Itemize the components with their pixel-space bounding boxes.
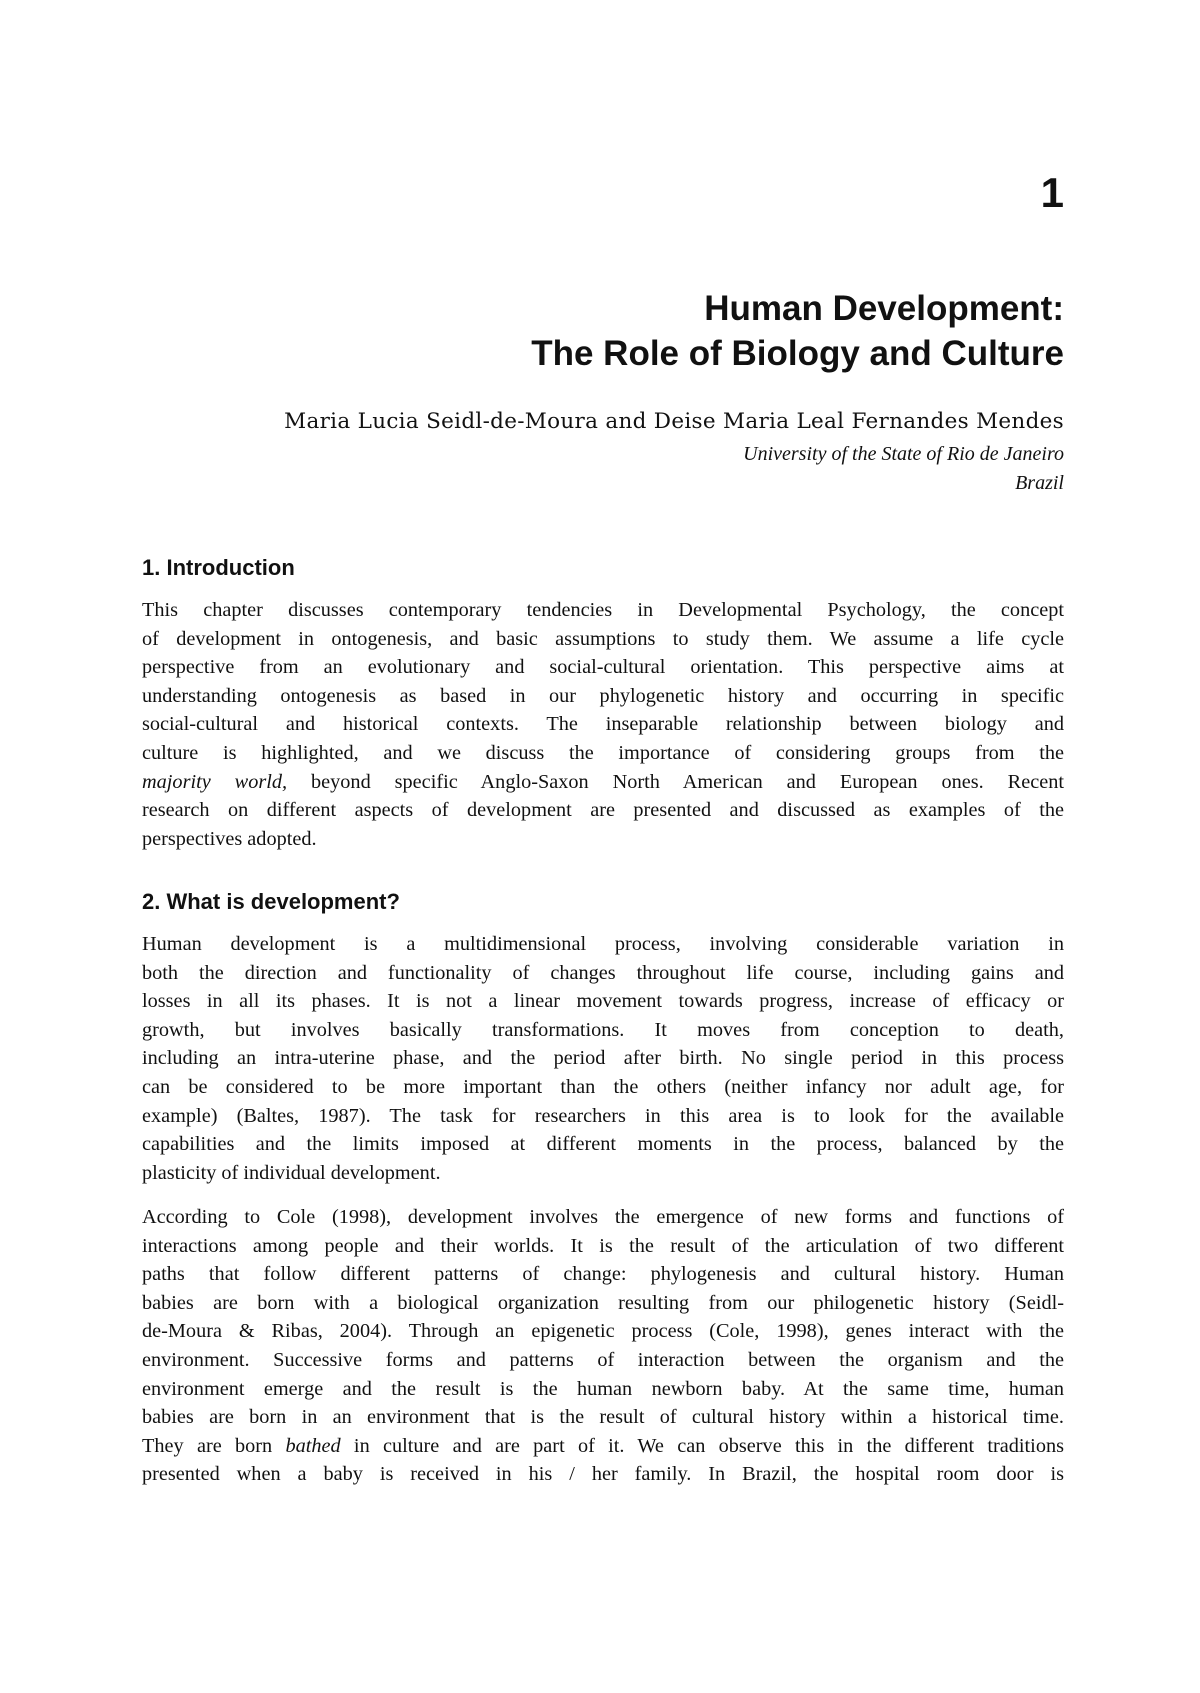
text-line: babies are born with a biological organization resulting from our philogenetic history (Seidl- [142, 1291, 1064, 1314]
text-line: According to Cole (1998), development involves the emergence of new forms and functions of [142, 1206, 1064, 1228]
text-line: This chapter discusses contemporary tendencies in Developmental Psychology, the concept [142, 599, 1064, 621]
affiliation-university: University of the State of Rio de Janeiro [743, 443, 1064, 465]
text-line: interactions among people and their worlds. It is the result of the articulation of two different [142, 1234, 1064, 1257]
text-line: can be considered to be more important than the others (neither infancy nor adult age, for [142, 1075, 1064, 1098]
text-line-with-italic: majority world, beyond specific Anglo-Saxon North American and European ones. Recent [142, 770, 1064, 793]
text-line: losses in all its phases. It is not a linear movement towards progress, increase of efficacy or [142, 990, 1064, 1013]
text-line: environment emerge and the result is the human newborn baby. At the same time, human [142, 1377, 1064, 1400]
italic-phrase-majority-world: majority world, [142, 770, 288, 793]
chapter-title [531, 286, 1064, 376]
text-line: perspectives adopted. [142, 827, 317, 850]
text-line: of development in ontogenesis, and basic assumptions to study them. We assume a life cycle [142, 627, 1064, 650]
paragraph-development-2 [142, 1203, 1064, 1489]
paragraph-introduction [142, 596, 1064, 853]
chapter-title-line-2: The Role of Biology and Culture [531, 334, 1064, 373]
affiliation-country: Brazil [1015, 472, 1064, 494]
text-line: paths that follow different patterns of change: phylogenesis and cultural history. Human [142, 1263, 1064, 1286]
section-heading-introduction: 1. Introduction [142, 555, 295, 580]
text-line-with-italic: They are born bathed in culture and are part of it. We can observe this in the different traditions [142, 1434, 1064, 1457]
text-line: de-Moura & Ribas, 2004). Through an epigenetic process (Cole, 1998), genes interact with the [142, 1320, 1064, 1343]
paragraph-development-1 [142, 930, 1064, 1187]
section-heading-what-is-development: 2. What is development? [142, 889, 400, 914]
text-line: Human development is a multidimensional process, involving considerable variation in [142, 933, 1064, 955]
text-line: growth, but involves basically transformations. It moves from conception to death, [142, 1018, 1064, 1041]
text-line: culture is highlighted, and we discuss the importance of considering groups from the [142, 741, 1064, 764]
text-line: plasticity of individual development. [142, 1161, 441, 1184]
text-line: understanding ontogenesis as based in our phylogenetic history and occurring in specific [142, 684, 1064, 707]
italic-word-bathed: bathed [285, 1434, 341, 1457]
text-line: presented when a baby is received in his / her family. In Brazil, the hospital room door is [142, 1463, 1064, 1486]
text-line: perspective from an evolutionary and social-cultural orientation. This perspective aims at [142, 656, 1064, 679]
text-line: research on different aspects of development are presented and discussed as examples of the [142, 799, 1064, 822]
text-line: both the direction and functionality of changes throughout life course, including gains and [142, 961, 1064, 984]
text-line: including an intra-uterine phase, and the period after birth. No single period in this process [142, 1047, 1064, 1070]
text-line: babies are born in an environment that is the result of cultural history within a historical time. [142, 1406, 1064, 1429]
authors: Maria Lucia Seidl-de-Moura and Deise Maria Leal Fernandes Mendes [284, 409, 1064, 434]
text-line: example) (Baltes, 1987). The task for researchers in this area is to look for the available [142, 1104, 1064, 1127]
chapter-title-line-1: Human Development: [704, 289, 1064, 328]
affiliation [743, 440, 1064, 498]
text-line: capabilities and the limits imposed at different moments in the process, balanced by the [142, 1133, 1064, 1156]
text-line: environment. Successive forms and patterns of interaction between the organism and the [142, 1348, 1064, 1371]
text-line: social-cultural and historical contexts. The inseparable relationship between biology and [142, 713, 1064, 736]
chapter-number: 1 [1040, 169, 1064, 216]
